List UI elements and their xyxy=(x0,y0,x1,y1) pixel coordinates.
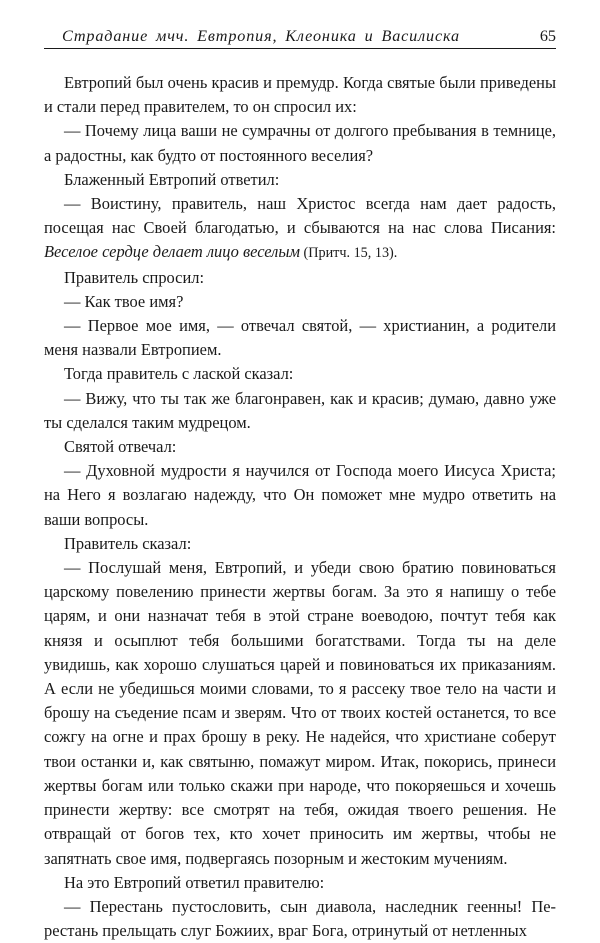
page-number: 65 xyxy=(539,27,556,45)
paragraph: Правитель сказал: xyxy=(64,533,192,553)
scripture-quote: Веселое сердце делает лицо веселым xyxy=(44,242,300,262)
paragraph: — Вижу, что ты так же благонравен, как и красив; думаю, давно уже ты сделался таким мудрецом. xyxy=(44,388,556,432)
paragraph: — Как твое имя? xyxy=(64,291,184,311)
paragraph: — Первое мое имя, — отвечал святой, — христианин, а родители меня назвали Евтропием. xyxy=(44,316,556,360)
paragraph: На это Евтропий ответил правителю: xyxy=(64,872,325,892)
scripture-reference: (Притч. 15, 13). xyxy=(299,245,398,262)
paragraph: Блаженный Евтропий ответил: xyxy=(64,169,280,189)
body-text xyxy=(44,71,556,943)
paragraph: — Духовной мудрости я научился от Господа моего Иисуса Христа; на Него я возлагаю надежду, что Он поможет мне мудро ответить на ваши вопросы. xyxy=(44,461,556,529)
paragraph: — Послушай меня, Евтропий, и убеди свою братию повиноваться царскому повелению принести жертвы богам. За это я напишу о тебе царям, и они назначат тебя в этой стране воеводою, почтут тебя как князя и осыплют тебя большими богатствами. Тогда ты на деле увидишь, как хорошо слушаться царей и повиноваться их приказаниям. А если не убедишься моими словами, то я рассеку твое тело на части и брошу на съедение псам и зверям. Что от твоих костей останется, то все сожгу на огне и прах брошу в реку. Не надейся, что христиане соберут твои останки и, как святыню, помажут миром. Итак, покорись, принеси жертвы богам или только скажи при народе, что покоряешься и хочешь принести жертву: все смотрят на тебя, ожидая твоего решения. Не отвращай от богов тех, кто хочет приносить им жертвы, чтобы не запятнать свое имя, подвергаясь позорным и жестоким мучениям. xyxy=(44,558,556,868)
running-title: Страдание мчч. Евтропия, Клеоника и Василиска xyxy=(62,27,460,45)
book-page xyxy=(44,26,556,943)
paragraph: — Перестань пустословить, сын диавола, наследник геенны! Перестань прельщать слуг Божиих, враг Бога, отринутый от нетленных xyxy=(44,896,556,941)
paragraph: — Воистину, правитель, наш Христос всегда нам дает радость, посещая нас Своей благодатью, и сбываются на нас слова Писания: Веселое сердце делает лицо веселым (Притч. 15, 13). xyxy=(44,194,556,262)
paragraph: Евтропий был очень красив и премудр. Когда святые были приведены и стали перед правителем, то он спросил их: xyxy=(44,73,556,117)
running-header xyxy=(44,26,556,49)
paragraph: Святой отвечал: xyxy=(64,437,177,457)
paragraph: Правитель спросил: xyxy=(64,267,205,287)
paragraph: — Почему лица ваши не сумрачны от долгого пребывания в темнице, а радостны, как будто от постоянного веселия? xyxy=(44,121,556,165)
paragraph: Тогда правитель с лаской сказал: xyxy=(64,364,294,384)
